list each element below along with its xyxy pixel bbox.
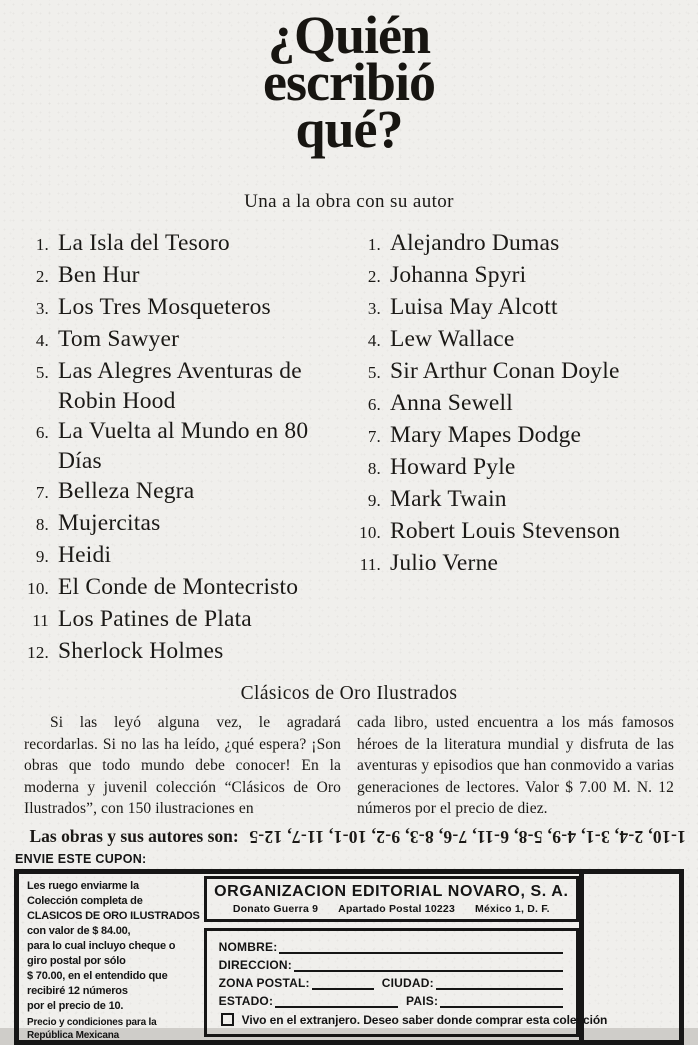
work-item-title: Los Patines de Plata [58,606,252,632]
author-list-item [358,388,678,420]
publisher-address-part: México 1, D. F. [475,902,550,915]
coupon-instruction: ENVIE ESTE CUPON: [15,851,147,866]
author-list-item [358,516,678,548]
work-item-number: 11 [32,611,49,630]
work-item-number: 4. [35,331,49,350]
author-list-item [358,260,678,292]
author-item-name: Johanna Spyri [390,262,527,288]
coupon-offer-line: recibiré 12 números [27,984,128,997]
work-list-item [26,572,358,604]
author-item-name: Sir Arthur Conan Doyle [390,358,620,384]
work-item-number: 1. [35,235,49,254]
title-line-3: qué? [295,99,403,159]
work-list-item [26,260,358,292]
publisher-address-part: Donato Guerra 9 [232,902,319,915]
work-item-title: Los Tres Mosqueteros [58,294,271,320]
author-item-number: 9. [367,491,381,510]
nombre-field[interactable] [279,942,563,954]
work-list-item [26,540,358,572]
work-item-number: 7. [35,483,49,502]
authors-list [358,228,678,668]
coupon-offer-lines [27,879,200,1014]
work-list-item [26,324,358,356]
form-row-nombre [219,940,563,954]
pais-label: PAIS: [406,994,439,1009]
work-list-item [26,636,358,668]
promo-paragraph-left: Si las leyó alguna vez, le agradará recordarlas. Si no las ha leído, ¿qué espera? ¡Son obras que todo mundo debe conocer! En la moderna y juvenil colección “Clásicos de Oro Ilustrados”, con 150 ilustraciones en [24,714,341,817]
author-list-item [358,228,678,260]
author-item-name: Mary Mapes Dodge [390,422,582,448]
coupon-footnote-line: Precio y condiciones para la [27,1016,157,1028]
coupon-offer-line: $ 70.00, en el entendido que [27,969,168,982]
coupon-offer-line: Colección completa de [27,894,143,907]
author-item-number: 11. [359,555,381,574]
title-line-1: ¿Quién [267,5,431,65]
form-row-zona-ciudad [219,976,563,990]
coupon-offer-line: por el precio de 10. [27,999,124,1012]
form-row-estado-pais [219,994,563,1008]
author-item-number: 10. [359,523,381,542]
publisher-address-part: Apartado Postal 10223 [338,902,455,915]
coupon-offer-line: giro postal por sólo [27,954,126,967]
ciudad-label: CIUDAD: [381,976,434,990]
author-item-name: Mark Twain [390,486,507,512]
work-item-title: La Vuelta al Mundo en 80 Días [58,418,309,474]
quiz-instruction: Una a la obra con su autor [244,191,454,212]
extranjero-checkbox[interactable] [221,1013,234,1026]
coupon-offer-line: para lo cual incluyo cheque o [27,939,176,952]
ciudad-field[interactable] [436,978,563,990]
section-heading: Clásicos de Oro Ilustrados [240,683,458,704]
estado-label: ESTADO: [218,994,274,1009]
work-item-number: 10. [27,579,49,598]
order-form [204,928,608,1037]
answer-key-values-upside-down: 1-10, 2-4, 3-1, 4-9, 5-8, 6-11, 7-6, 8-3, 9-2, 10-1, 11-7, 12-5 [249,826,686,847]
matching-quiz [0,213,698,668]
coupon-footnote-line: República Mexicana [27,1029,119,1041]
author-list-item [358,484,678,516]
estado-field[interactable] [275,996,398,1008]
title-line-2: escribió [263,52,435,112]
zona-postal-field[interactable] [312,978,374,990]
work-item-number: 6. [35,423,49,442]
work-list-item [26,292,358,324]
author-list-item [358,548,678,580]
work-item-number: 5. [35,363,49,382]
masthead [0,0,698,213]
author-item-number: 8. [367,459,381,478]
coupon-offer-text [19,874,202,1040]
publisher-box [204,876,579,922]
author-item-number: 6. [367,395,381,414]
work-item-title: Heidi [58,542,112,568]
author-list-item [358,420,678,452]
work-item-number: 8. [35,515,49,534]
answer-key-label: Las obras y sus autores son: [29,825,239,846]
extranjero-checkbox-label: Vivo en el extranjero. Deseo saber donde comprar esta colección [241,1012,608,1027]
work-item-number: 12. [27,643,49,662]
direccion-field[interactable] [294,960,563,972]
work-item-number: 3. [35,299,49,318]
coupon-offer-line: CLASICOS DE ORO ILUSTRADOS [27,909,200,922]
author-item-number: 2. [367,267,381,286]
work-list-item [26,416,358,476]
author-list-item [358,324,678,356]
coupon-offer-line: Les ruego enviarme la [27,879,139,892]
work-list-item [26,508,358,540]
work-item-title: La Isla del Tesoro [58,230,230,256]
promo-paragraph-right: cada libro, usted encuentra a los más famosos héroes de la literatura mundial y disfruta de las aventuras y episodios que han conmovido a varias generaciones de lectores. Valor $ 7.00 M. N. 12 números por el precio de diez. [357,714,674,817]
publisher-name: ORGANIZACION EDITORIAL NOVARO, S. A. [214,882,569,900]
promo-text [0,706,698,820]
pais-field[interactable] [440,996,563,1008]
author-list-item [358,452,678,484]
nombre-label: NOMBRE: [218,939,278,954]
coupon-blank-stub [579,874,679,1040]
author-item-number: 5. [367,363,381,382]
work-item-number: 2. [35,267,49,286]
form-row-direccion [219,958,563,972]
author-list-item [358,292,678,324]
author-item-number: 1. [367,235,381,254]
publisher-address [209,903,574,915]
work-item-title: Las Alegres Aventuras de Robin Hood [58,358,302,414]
work-list-item [26,356,358,416]
order-coupon [14,869,684,1045]
work-list-item [26,228,358,260]
author-item-name: Robert Louis Stevenson [390,518,621,544]
author-item-number: 3. [367,299,381,318]
page-title [0,5,698,159]
author-item-name: Howard Pyle [390,454,516,480]
work-item-title: Sherlock Holmes [58,638,224,664]
direccion-label: DIRECCION: [218,957,292,972]
author-item-name: Luisa May Alcott [390,294,558,320]
answer-key [0,825,698,848]
author-item-name: Lew Wallace [390,326,515,352]
coupon-offer-line: con valor de $ 84.00, [27,924,131,937]
author-item-number: 7. [367,427,381,446]
works-list [26,228,358,668]
form-row-extranjero [219,1012,608,1027]
author-item-name: Julio Verne [390,550,499,576]
work-list-item [26,476,358,508]
work-item-title: El Conde de Montecristo [58,574,299,600]
coupon-offer-footnote [27,1016,200,1042]
author-item-name: Anna Sewell [390,390,513,416]
author-item-name: Alejandro Dumas [390,230,560,256]
work-list-item [26,604,358,636]
work-item-title: Tom Sawyer [58,326,180,352]
work-item-title: Ben Hur [58,262,140,288]
zona-postal-label: ZONA POSTAL: [218,976,310,990]
coupon-form-area [202,874,608,1040]
work-item-title: Mujercitas [58,510,161,536]
author-item-number: 4. [367,331,381,350]
author-list-item [358,356,678,388]
work-item-number: 9. [35,547,49,566]
work-item-title: Belleza Negra [58,478,195,504]
